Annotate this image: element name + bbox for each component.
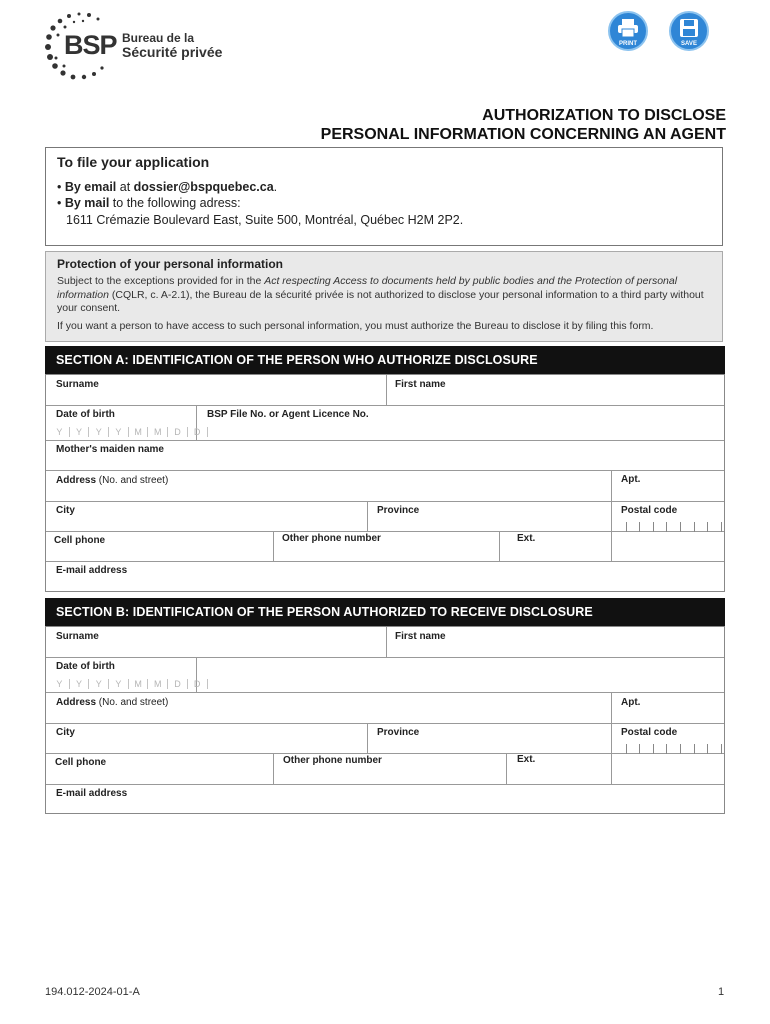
a-file-no-label: BSP File No. or Agent Licence No. <box>207 409 369 420</box>
a-cell-input[interactable] <box>54 546 268 562</box>
a-email-input[interactable] <box>54 576 718 592</box>
b-first-name-label: First name <box>395 631 446 642</box>
form-code: 194.012-2024-01-A <box>45 986 140 998</box>
b-dob-label: Date of birth <box>56 661 115 672</box>
a-apt-label: Apt. <box>621 474 641 485</box>
email-end: . <box>273 180 278 194</box>
a-address-label: Address (No. and street) <box>56 475 169 486</box>
b-province-label: Province <box>377 727 420 738</box>
a-surname-label: Surname <box>56 379 99 390</box>
b-cell-input[interactable] <box>54 768 268 784</box>
b-city-input[interactable] <box>54 738 363 754</box>
section-b-header: SECTION B: IDENTIFICATION OF THE PERSON AUTHORIZED TO RECEIVE DISCLOSURE <box>45 598 725 626</box>
floppy-disk-icon <box>679 18 699 38</box>
b-address-input[interactable] <box>54 708 608 724</box>
logo-line1: Bureau de la <box>122 31 195 45</box>
email-mid: at <box>116 180 134 194</box>
save-label: SAVE <box>681 41 697 47</box>
b-ext-input[interactable] <box>515 767 609 783</box>
email-address-link[interactable]: dossier@bspquebec.ca <box>133 180 274 194</box>
protection-heading: Protection of your personal information <box>57 257 284 271</box>
a-city-label: City <box>56 505 75 516</box>
b-apt-input[interactable] <box>619 708 723 724</box>
b-ext-label: Ext. <box>517 754 536 765</box>
a-ext-input[interactable] <box>515 545 609 561</box>
section-a-form <box>45 374 725 592</box>
b-surname-label: Surname <box>56 631 99 642</box>
a-maiden-input[interactable] <box>54 455 718 471</box>
protection-p1b: (CQLR, c. A-2.1), the Bureau de la sécurité privée is not authorized to disclose your personal information to a third party without your consent. <box>57 288 704 314</box>
file-application-box <box>45 147 723 246</box>
a-first-name-input[interactable] <box>393 390 722 406</box>
b-cell-label: Cell phone <box>55 757 107 768</box>
b-address-label: Address (No. and street) <box>56 697 169 708</box>
file-by-email: • By email at dossier@bspquebec.ca. <box>57 180 278 194</box>
print-button[interactable] <box>608 11 648 51</box>
a-first-name-label: First name <box>395 379 446 390</box>
logo-line2: Sécurité privée <box>122 44 223 60</box>
a-maiden-label: Mother's maiden name <box>56 444 164 455</box>
b-city-label: City <box>56 727 75 738</box>
b-dob-input[interactable]: Y Y Y Y M M D D <box>50 679 208 689</box>
a-ext-label: Ext. <box>517 533 536 544</box>
save-button[interactable] <box>669 11 709 51</box>
a-email-label: E-mail address <box>56 565 128 576</box>
protection-p1a: Subject to the exceptions provided for in the <box>57 275 265 287</box>
file-heading: To file your application <box>57 154 210 170</box>
by-mail-label: By mail <box>64 196 110 210</box>
a-other-phone-input[interactable] <box>280 545 494 561</box>
page-number: 1 <box>718 986 725 998</box>
a-apt-input[interactable] <box>619 486 723 502</box>
b-surname-input[interactable] <box>54 642 383 658</box>
protection-paragraph-1 <box>57 275 717 316</box>
a-cell-label: Cell phone <box>54 535 106 546</box>
a-province-label: Province <box>377 505 420 516</box>
logo-abbr: BSP <box>64 30 117 60</box>
a-address-input[interactable] <box>54 486 608 502</box>
section-b-form <box>45 626 725 814</box>
b-postal-input[interactable] <box>613 741 722 751</box>
protection-paragraph-2: If you want a person to have access to such personal information, you must authorize the Bureau to disclose it by filing this form. <box>57 319 654 332</box>
act-title: Act respecting Access to documents held by public bodies and the Protection of personal information <box>57 275 678 301</box>
a-file-no-input[interactable] <box>205 421 719 439</box>
by-email-label: By email <box>64 180 117 194</box>
a-postal-label: Postal code <box>621 505 678 516</box>
a-other-phone-label: Other phone number <box>282 533 381 544</box>
title-line2: PERSONAL INFORMATION CONCERNING AN AGENT <box>320 126 726 143</box>
protection-notice <box>45 251 723 342</box>
a-city-input[interactable] <box>54 516 363 532</box>
a-postal-input[interactable] <box>613 519 722 529</box>
a-dob-label: Date of birth <box>56 409 115 420</box>
b-other-phone-input[interactable] <box>281 767 503 783</box>
b-other-phone-label: Other phone number <box>283 755 382 766</box>
b-email-label: E-mail address <box>56 788 128 799</box>
print-label: PRINT <box>619 41 637 47</box>
protection-text <box>57 275 717 333</box>
mailing-address: 1611 Crémazie Boulevard East, Suite 500, Montréal, Québec H2M 2P2. <box>66 213 464 227</box>
b-email-input[interactable] <box>54 799 718 815</box>
document-title <box>321 106 726 144</box>
b-postal-label: Postal code <box>621 727 678 738</box>
b-first-name-input[interactable] <box>393 642 722 658</box>
b-apt-label: Apt. <box>621 697 641 708</box>
mail-rest: to the following adress: <box>109 196 241 210</box>
title-line1: AUTHORIZATION TO DISCLOSE <box>482 107 726 124</box>
printer-icon <box>617 18 639 38</box>
file-by-mail: • By mail to the following adress: <box>57 196 241 210</box>
a-surname-input[interactable] <box>54 390 383 406</box>
section-a-header: SECTION A: IDENTIFICATION OF THE PERSON WHO AUTHORIZE DISCLOSURE <box>45 346 725 374</box>
a-dob-input[interactable]: Y Y Y Y M M D D <box>50 427 208 437</box>
a-province-input[interactable] <box>375 516 609 532</box>
b-province-input[interactable] <box>375 738 609 754</box>
